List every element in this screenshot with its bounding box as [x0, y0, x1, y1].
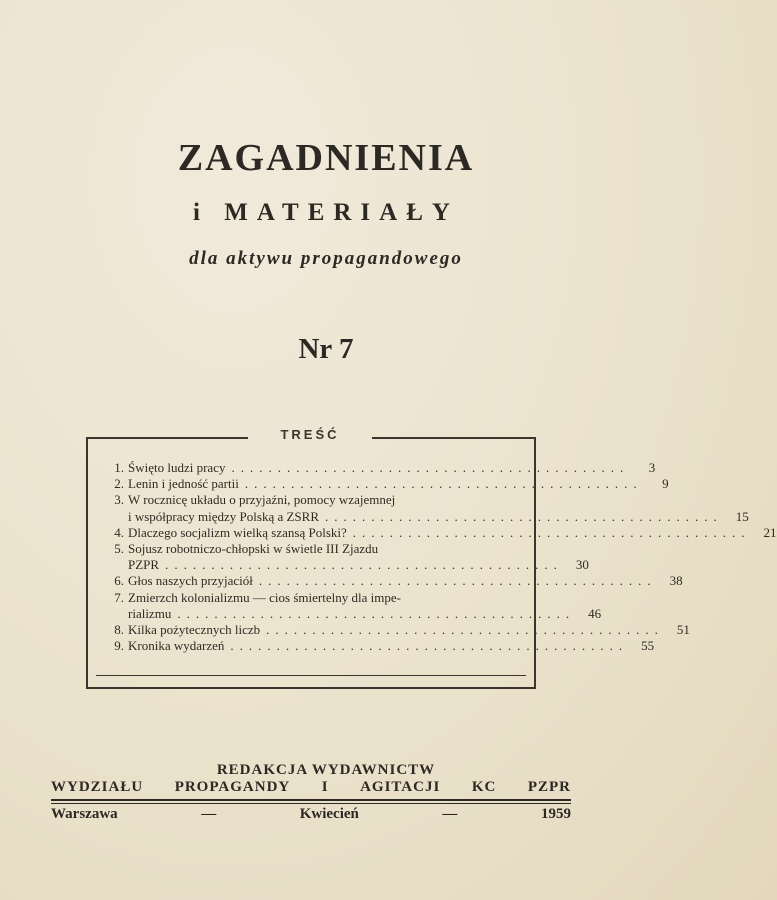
contents-frame-rule [86, 437, 248, 439]
toc-page: 21 [763, 524, 777, 540]
publisher-line-1: REDAKCJA WYDAWNICTW [216, 762, 436, 778]
table-of-contents [101, 460, 777, 654]
leader-dots: ........................................... [266, 622, 664, 638]
publisher-word: PZPR [527, 779, 571, 795]
toc-item [101, 622, 690, 638]
toc-number: 4. [114, 524, 124, 540]
toc-title-cont: i współpracy między Polską a ZSRR [128, 508, 320, 524]
issue-number: Nr 7 [298, 333, 354, 365]
toc-number: 1. [114, 460, 124, 475]
toc-number: 7. [114, 589, 124, 605]
toc-number: 6. [114, 573, 124, 589]
toc-page: 30 [575, 557, 589, 573]
contents-frame-rule [372, 437, 536, 439]
leader-dots: ........................................... [258, 573, 657, 589]
leader-dots: ........................................... [244, 476, 643, 492]
toc-item [101, 589, 602, 622]
toc-page: 51 [676, 622, 690, 638]
toc-title-cont: PZPR [128, 557, 160, 573]
toc-number: 8. [114, 622, 124, 638]
toc-title-cont: rializmu [128, 605, 172, 621]
toc-page: 3 [648, 460, 656, 475]
leader-dots: ........................................... [177, 605, 576, 621]
publisher-word: I [321, 779, 329, 795]
leader-dots: ........................................... [231, 460, 630, 475]
imprint [51, 806, 571, 823]
toc-title: Święto ludzi pracy [128, 460, 226, 475]
footer-rule-thick [51, 799, 571, 801]
title: ZAGADNIENIA [177, 137, 475, 179]
leader-dots: ........................................... [230, 638, 629, 654]
tagline: dla aktywu propagandowego [189, 248, 463, 269]
toc-title: Kilka pożytecznych liczb [128, 622, 261, 638]
contents-heading: TREŚĆ [280, 427, 340, 442]
toc-page: 9 [662, 476, 669, 492]
toc-title: Głos naszych przyjaciół [128, 573, 253, 589]
publisher-line-2 [51, 779, 571, 796]
publisher-word: KC [471, 779, 497, 795]
leader-dots: ........................................... [325, 508, 723, 524]
footer-rule-thin [51, 803, 571, 804]
toc-item [101, 460, 656, 476]
toc-number: 2. [114, 476, 124, 492]
toc-number: 5. [114, 541, 124, 557]
toc-item [101, 524, 777, 541]
toc-page: 15 [735, 508, 749, 524]
toc-title: Lenin i jedność partii [128, 476, 239, 492]
subtitle: i MATERIAŁY [193, 199, 459, 226]
toc-title: Sojusz robotniczo-chłopski w świetle III Zjazdu [128, 541, 379, 557]
toc-page: 38 [669, 573, 683, 589]
contents-inner-rule [96, 675, 526, 676]
toc-title: W rocznicę układu o przyjaźni, pomocy wzajemnej [128, 492, 396, 508]
leader-dots: ........................................... [165, 557, 563, 573]
publisher-word: WYDZIAŁU [51, 779, 144, 795]
toc-page: 55 [641, 638, 655, 654]
toc-item [101, 541, 589, 573]
toc-item [101, 492, 749, 524]
toc-title: Kronika wydarzeń [128, 638, 225, 654]
toc-page: 46 [588, 605, 602, 621]
toc-number: 9. [114, 638, 124, 654]
toc-item [101, 476, 669, 492]
toc-title: Zmierzch kolonializmu — cios śmiertelny dla impe- [128, 589, 401, 605]
toc-item [101, 573, 683, 589]
leader-dots: ........................................... [352, 524, 751, 540]
imprint-dash: — [201, 806, 217, 822]
publisher-word: AGITACJI [360, 779, 441, 795]
toc-number: 3. [114, 492, 124, 508]
publisher-word: PROPAGANDY [174, 779, 291, 795]
toc-item [101, 638, 655, 654]
imprint-dash: — [442, 806, 458, 822]
imprint-year: 1959 [540, 806, 571, 822]
imprint-month: Kwiecień [299, 806, 359, 822]
imprint-city: Warszawa [51, 806, 118, 822]
toc-title: Dlaczego socjalizm wielką szansą Polski? [128, 524, 347, 540]
